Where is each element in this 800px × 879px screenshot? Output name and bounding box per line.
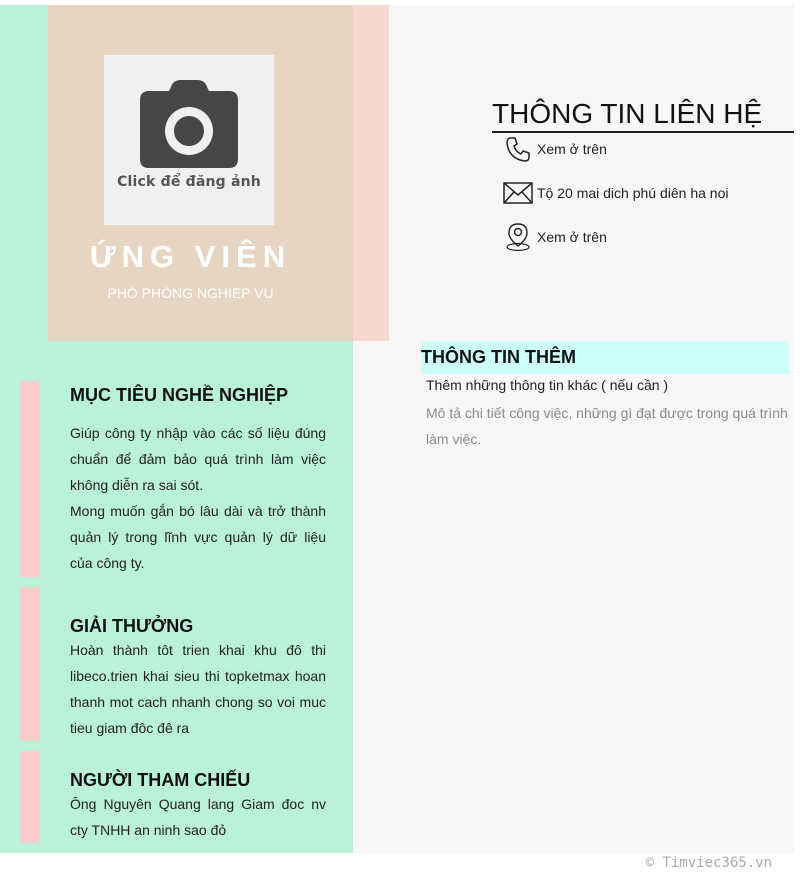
contact-address <box>503 177 728 209</box>
contact-title: THÔNG TIN LIÊN HỆ <box>492 97 794 133</box>
phone-text[interactable]: Xem ở trên <box>537 141 607 157</box>
section-accent-bar <box>20 751 40 843</box>
section-accent-bar <box>20 381 40 577</box>
location-text[interactable]: Xem ở trên <box>537 229 607 245</box>
extra-info-title: THÔNG TIN THÊM <box>421 341 789 374</box>
photo-upload[interactable] <box>104 55 274 225</box>
section-title: GIẢI THƯỞNG <box>70 616 194 636</box>
contact-phone <box>503 133 607 165</box>
awards-section <box>70 616 326 741</box>
cv-page <box>0 5 794 853</box>
references-section <box>70 770 326 843</box>
awards-text[interactable]: Hoàn thành tôt trien khai khu đô thi libeco.trien khai sieu thi topketmax hoan thanh mot cach nhanh chong so voi muc tieu giam đôc đê ra <box>70 642 326 736</box>
camera-icon <box>137 77 241 169</box>
footer-copyright: © Timviec365.vn <box>645 855 772 871</box>
photo-caption: Click để đăng ảnh <box>117 174 261 190</box>
address-text[interactable]: Tộ 20 mai dich phú diên ha noi <box>537 185 729 201</box>
section-title: MỤC TIÊU NGHỀ NGHIỆP <box>70 385 289 405</box>
section-title: NGƯỜI THAM CHIẾU <box>70 770 251 790</box>
paragraph: Giúp công ty nhập vào các số liệu đúng chuẩn để đảm bảo quá trình làm việc không diễn ra sai sót. <box>70 425 326 493</box>
candidate-position[interactable]: PHÓ PHÒNG NGHIEP VU <box>107 285 274 301</box>
location-icon <box>503 222 533 252</box>
section-accent-bar <box>20 587 40 741</box>
extra-info-description[interactable]: Mô tả chi tiết công việc, những gì đạt được trong quá trình làm việc. <box>426 405 788 447</box>
contact-location <box>503 221 607 253</box>
phone-icon <box>503 134 533 164</box>
paragraph: Mong muốn gắn bó lâu dài và trở thành quản lý trong lĩnh vực quản lý dữ liệu của công ty. <box>70 503 326 571</box>
decorative-strip <box>353 5 389 341</box>
references-text[interactable]: Ông Nguyên Quang lang Giam đoc nv cty TNHH an ninh sao đỏ <box>70 796 326 838</box>
extra-info-subtitle[interactable]: Thêm những thông tin khác ( nếu cần ) <box>426 377 669 393</box>
career-goal-section <box>70 385 326 576</box>
career-goal-text[interactable] <box>70 420 326 576</box>
mail-icon <box>503 178 533 208</box>
candidate-name[interactable]: ỨNG VIÊN <box>89 239 292 274</box>
